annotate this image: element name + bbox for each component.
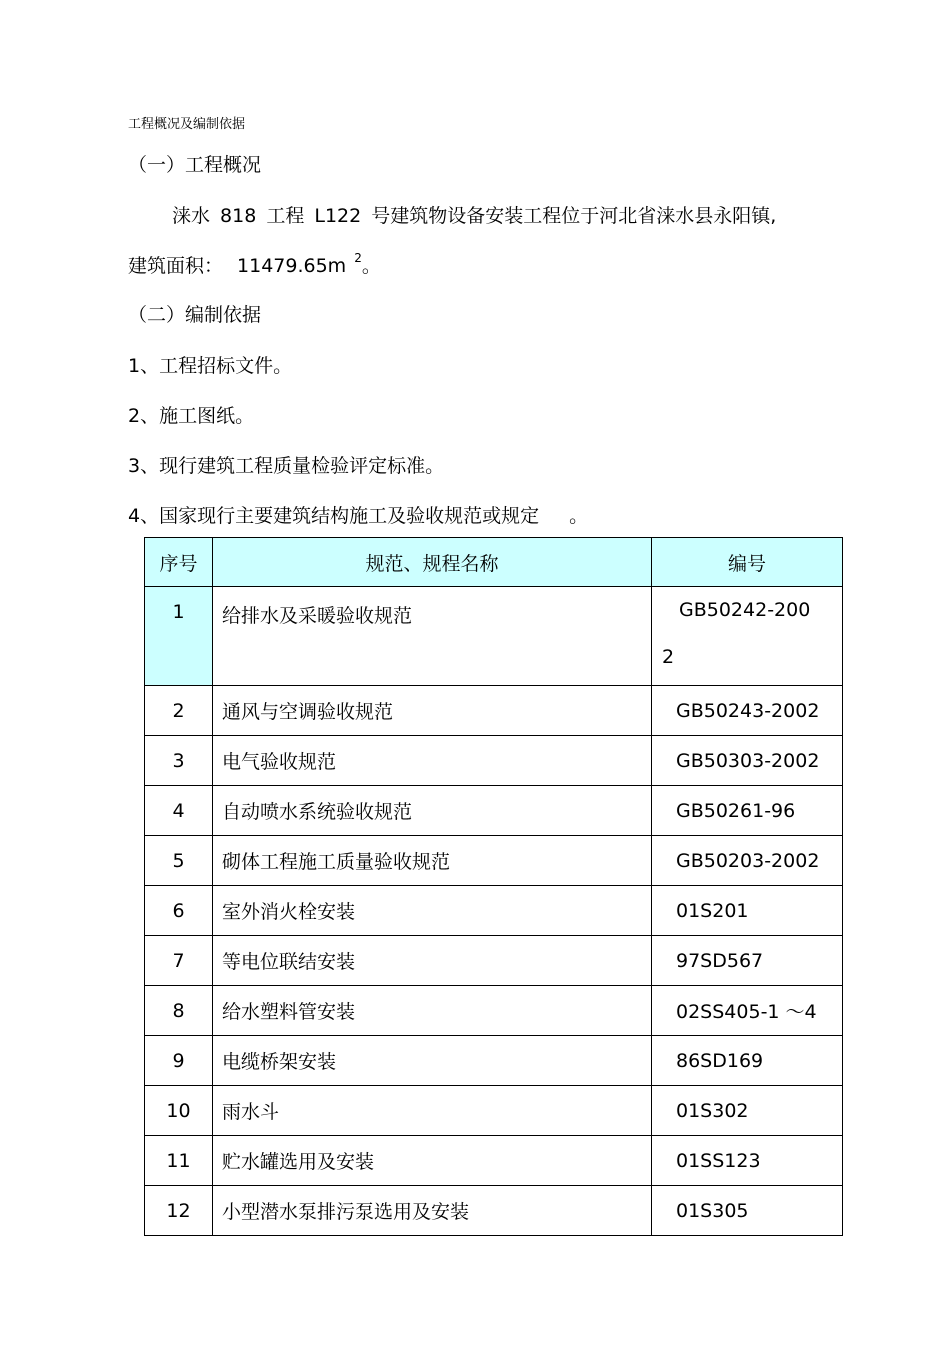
row-code: GB50203-2002	[652, 836, 843, 886]
basis-item-3: 3、现行建筑工程质量检验评定标准。	[128, 455, 445, 477]
table-row	[145, 1136, 843, 1186]
area-unit-superscript: 2	[354, 250, 362, 265]
document-header: 工程概况及编制依据	[128, 117, 246, 132]
basis-item-4	[128, 501, 588, 528]
row-name: 砌体工程施工质量验收规范	[213, 836, 652, 886]
row-index: 2	[145, 686, 213, 736]
table-row	[145, 786, 843, 836]
row-name: 电缆桥架安装	[213, 1036, 652, 1086]
row-code-part2: 2	[662, 646, 675, 668]
row-name: 电气验收规范	[213, 736, 652, 786]
area-end-mark: 。	[361, 255, 381, 277]
area-value: 11479.65m	[237, 255, 347, 277]
table-row	[145, 587, 843, 686]
table-row	[145, 986, 843, 1036]
table-row	[145, 1036, 843, 1086]
row-code: 01S305	[652, 1186, 843, 1236]
row-index: 6	[145, 886, 213, 936]
row-name: 小型潜水泵排污泵选用及安装	[213, 1186, 652, 1236]
table-row	[145, 686, 843, 736]
row-code: GB50243-2002	[652, 686, 843, 736]
row-index: 8	[145, 986, 213, 1036]
row-name: 给排水及采暖验收规范	[213, 587, 652, 686]
basis-item-4-text: 4、国家现行主要建筑结构施工及验收规范或规定	[128, 505, 540, 527]
row-code: 02SS405-1 ～4	[652, 986, 843, 1036]
row-code: 01SS123	[652, 1136, 843, 1186]
basis-item-1: 1、工程招标文件。	[128, 355, 293, 377]
header-index: 序号	[145, 538, 213, 587]
table-row	[145, 736, 843, 786]
table-row	[145, 1086, 843, 1136]
table-row	[145, 936, 843, 986]
header-code: 编号	[652, 538, 843, 587]
header-name: 规范、规程名称	[213, 538, 652, 587]
row-name: 室外消火栓安装	[213, 886, 652, 936]
table-row	[145, 1186, 843, 1236]
basis-item-2: 2、施工图纸。	[128, 405, 255, 427]
row-code	[652, 587, 843, 686]
row-name: 贮水罐选用及安装	[213, 1136, 652, 1186]
row-name: 等电位联结安装	[213, 936, 652, 986]
overview-paragraph-line2	[128, 251, 381, 278]
row-index: 11	[145, 1136, 213, 1186]
row-name: 通风与空调验收规范	[213, 686, 652, 736]
row-index: 3	[145, 736, 213, 786]
row-name: 雨水斗	[213, 1086, 652, 1136]
row-code-part1: GB50242-200	[679, 599, 811, 621]
row-index: 1	[145, 587, 213, 686]
section-title-basis: （二）编制依据	[128, 304, 262, 326]
row-index: 4	[145, 786, 213, 836]
row-index: 12	[145, 1186, 213, 1236]
section-title-overview: （一）工程概况	[128, 154, 262, 176]
area-label: 建筑面积：	[128, 255, 224, 277]
row-code: 86SD169	[652, 1036, 843, 1086]
row-code: GB50303-2002	[652, 736, 843, 786]
table-row	[145, 886, 843, 936]
row-code: GB50261-96	[652, 786, 843, 836]
basis-item-4-end: 。	[569, 505, 589, 527]
row-index: 9	[145, 1036, 213, 1086]
row-name: 给水塑料管安装	[213, 986, 652, 1036]
row-index: 7	[145, 936, 213, 986]
row-code: 01S302	[652, 1086, 843, 1136]
overview-paragraph-line1: 涞水 818 工程 L122 号建筑物设备安装工程位于河北省涞水县永阳镇,	[172, 205, 777, 227]
row-code: 01S201	[652, 886, 843, 936]
standards-table	[144, 537, 843, 1236]
table-header-row	[145, 538, 843, 587]
row-index: 5	[145, 836, 213, 886]
row-code: 97SD567	[652, 936, 843, 986]
row-name: 自动喷水系统验收规范	[213, 786, 652, 836]
row-index: 10	[145, 1086, 213, 1136]
table-row	[145, 836, 843, 886]
